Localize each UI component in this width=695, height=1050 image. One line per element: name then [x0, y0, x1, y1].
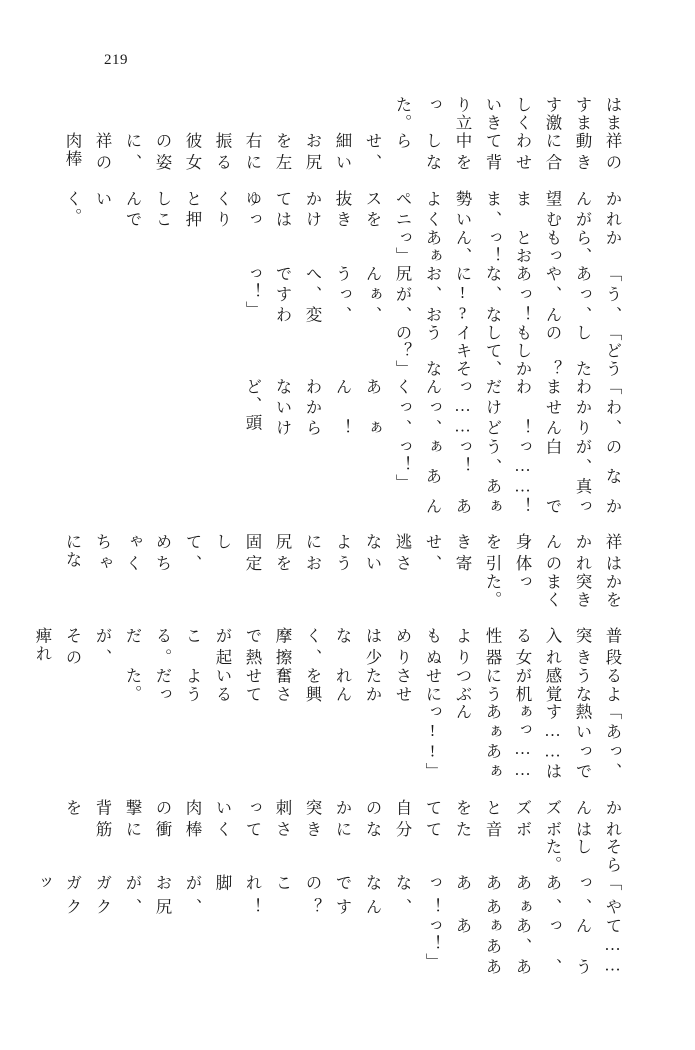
- body-paragraph: はますます激しくいきり立った。: [393, 96, 622, 133]
- body-paragraph: 祥の動きに合わせて背中をしならせ、細いお尻を左右に振る彼女の姿に、祥の肉棒: [63, 132, 622, 172]
- body-paragraph: かを突きまくった。: [483, 572, 622, 609]
- body-paragraph: そらした。: [543, 838, 622, 875]
- body-paragraph: 「どうしたの？ もしかして、イキそうなの？」: [393, 324, 622, 379]
- page-body-text: [33, 96, 627, 977]
- body-paragraph: かれんが望むまま、勢いよくペニスを抜きかけてはゆっくりと押しこんでいく。: [63, 189, 622, 229]
- body-paragraph: から、もっとおっ！ ん、あぁっ」: [393, 228, 622, 265]
- body-paragraph: 「わ、わかりませんわ！ だけどっ……んっ、くっ、あぁん！ わからないけど、頭: [243, 378, 622, 438]
- body-paragraph: るような感覚が机にうつぶせにさせたかれんを興奮させているようだった。: [123, 666, 622, 704]
- body-paragraph: 「やっ、あ、あぁあああっ！ な、なんですの？ これ！ 脚が、お尻が、ガクガクッ: [33, 874, 622, 917]
- body-paragraph: 普段突き入れる女性器よりもぬめりは少なく、摩擦で熱が起こる。だが、その痺れ: [33, 626, 622, 667]
- page-number: 219: [104, 52, 128, 68]
- body-paragraph: のなかが、真っ白でっ……！ う、あぁっ！ あぁあんっ！」: [393, 437, 622, 516]
- body-paragraph: て……んうっ、あ、あぁあああっ！」: [423, 916, 622, 977]
- body-paragraph: 「あっ、熱いっです……はぁっ……あぁあぁんっ!!」: [423, 703, 622, 781]
- body-paragraph: 祥はかれんの身体を引き寄せ、逃さないようにお尻を固定して、めちゃくちゃにな: [63, 533, 622, 573]
- body-paragraph: 「う、あっ、や、んあっ！ な、なに!? お、お尻が、んぁ、うっ、へ、変ですわっ！」: [243, 264, 622, 325]
- body-paragraph: かれんはズボズボと音をたてて自分のなかに突き刺さっていく肉棒の衝撃に背筋を: [63, 798, 622, 839]
